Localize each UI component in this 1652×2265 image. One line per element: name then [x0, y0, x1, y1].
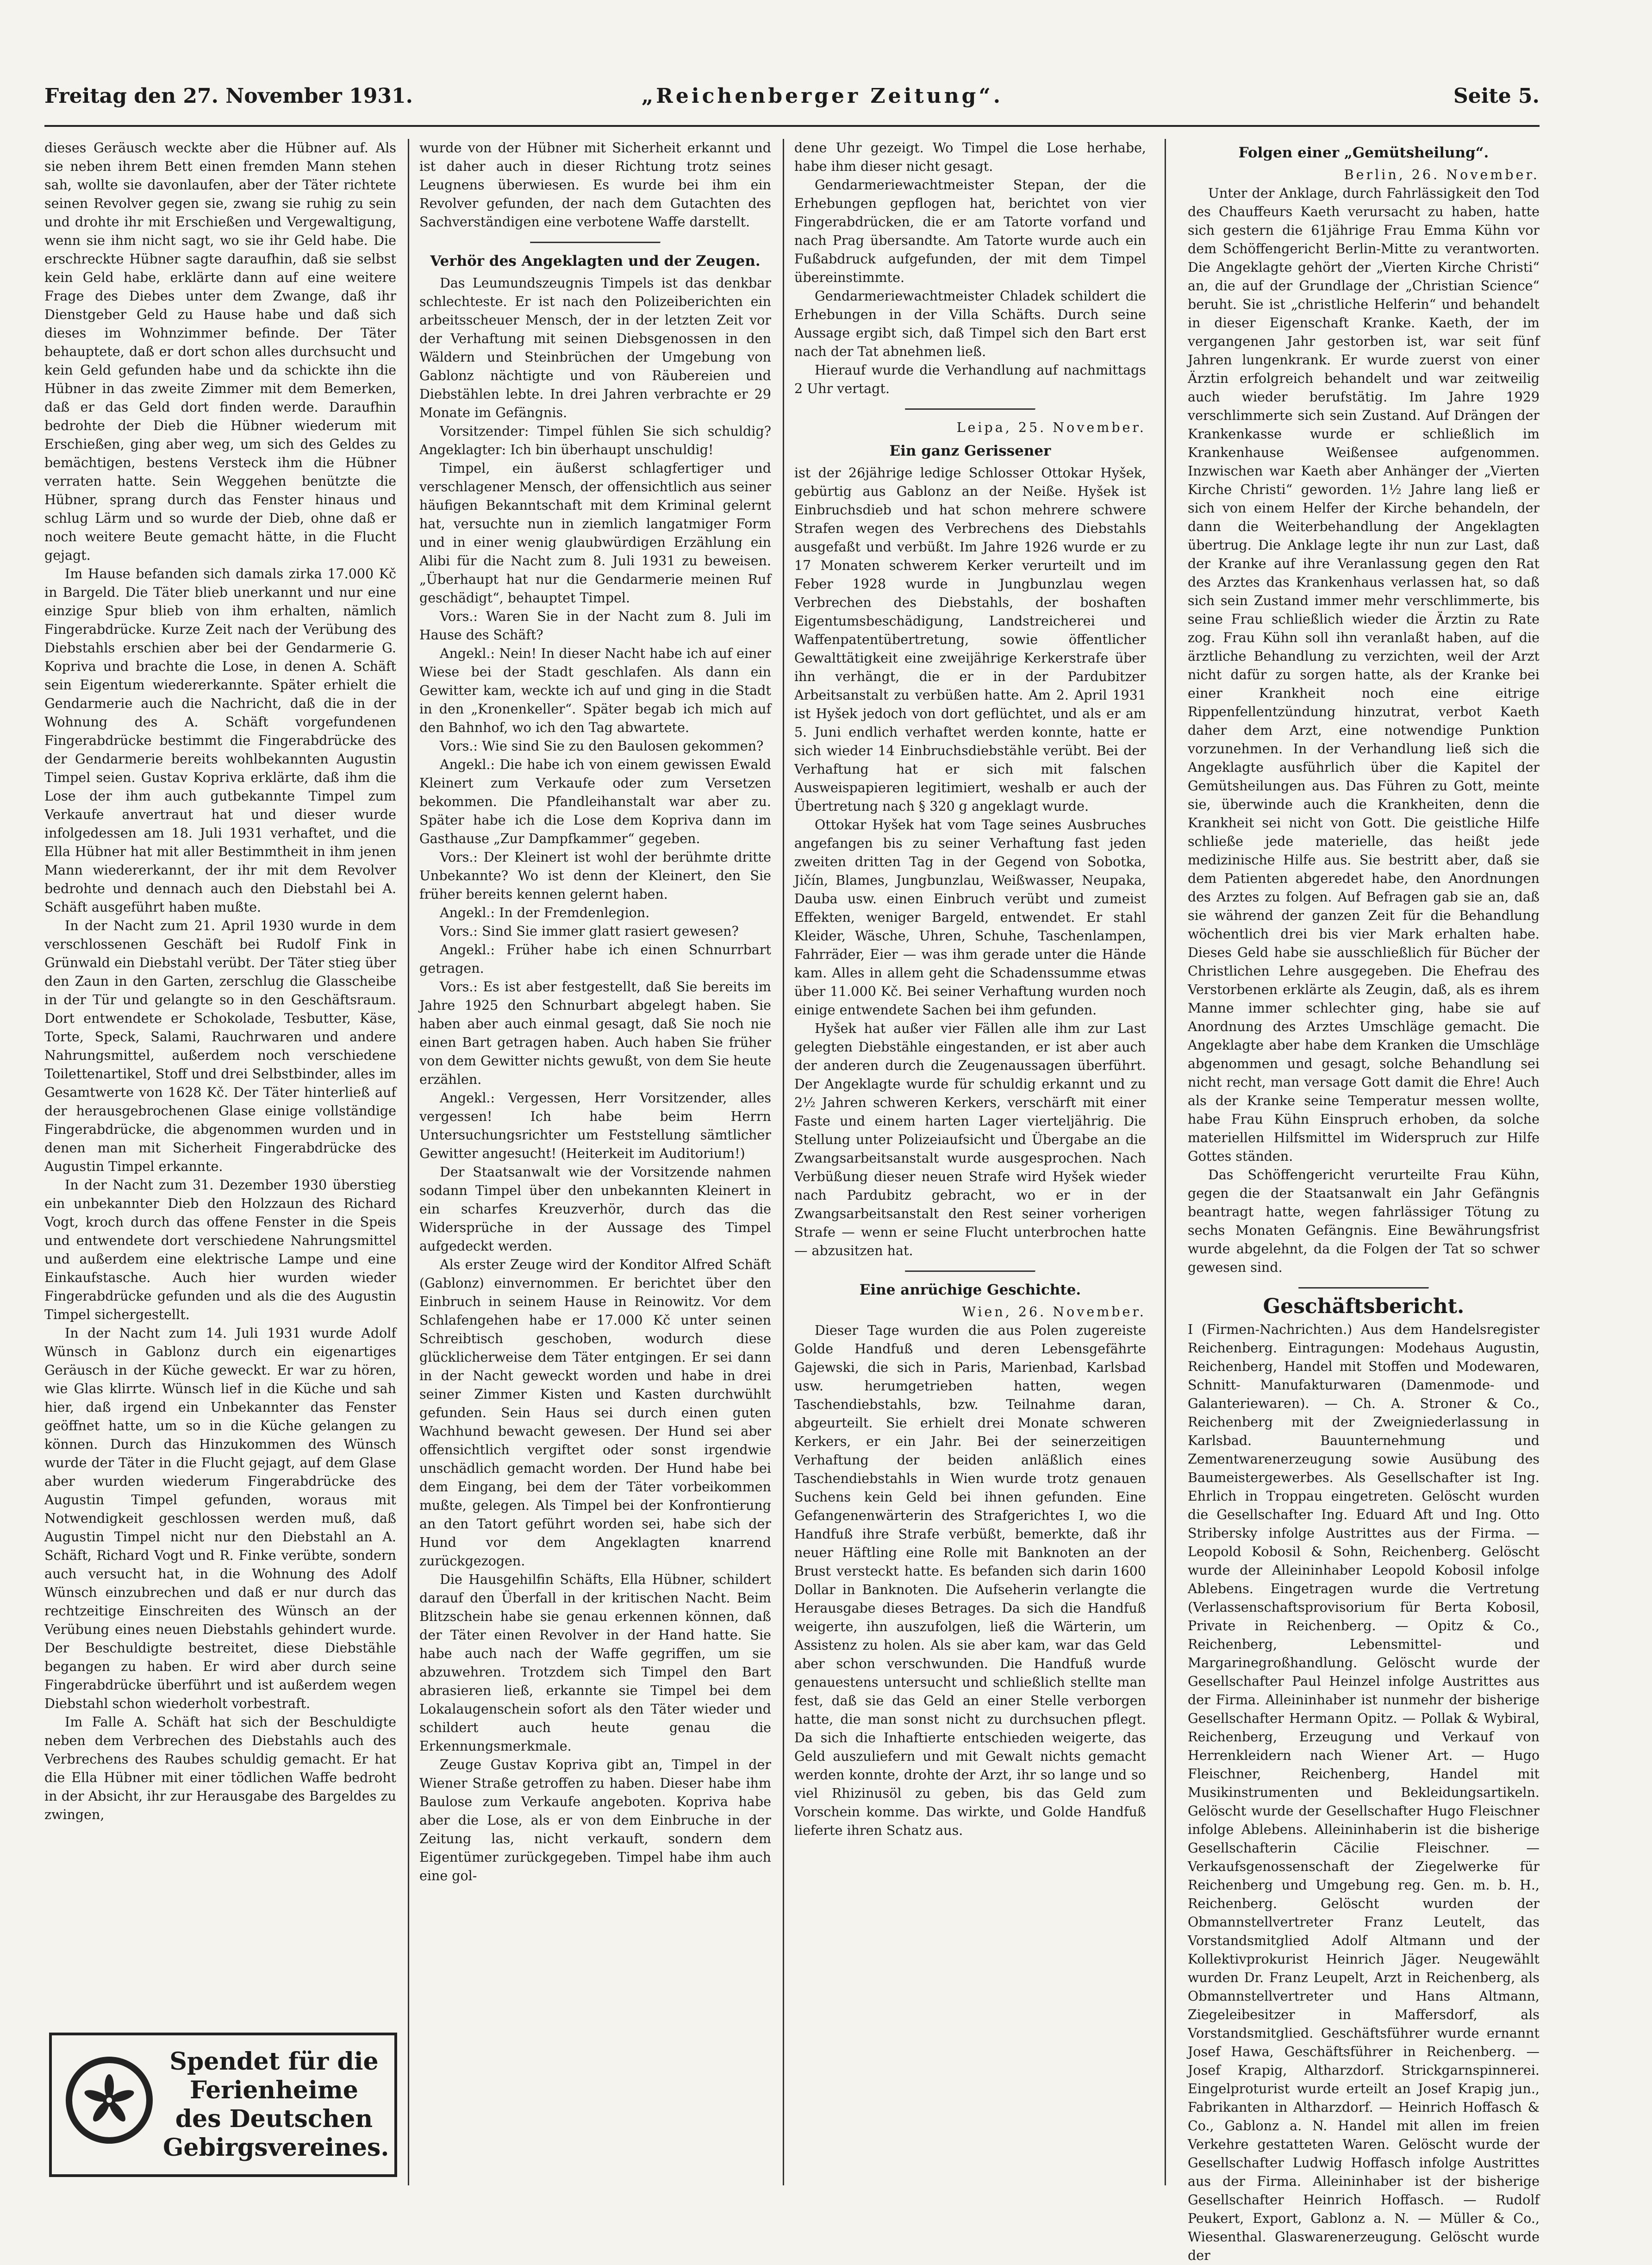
paragraph: Vors.: Waren Sie in der Nacht zum 8. Juli im Hause des Schäft?	[419, 609, 771, 643]
column-3	[794, 139, 1146, 2185]
ad-line: Spendet für die	[169, 2047, 379, 2076]
section-divider	[1298, 1287, 1429, 1289]
dateline: Wien, 26. November.	[962, 1304, 1146, 1320]
paragraph: Zeuge Gustav Kopriva gibt an, Timpel in der Wiener Straße getroffen zu haben. Dieser habe ihm Baulose zum Verkaufe angeboten. Kopriva habe aber die Lose, als er von dem Einbruche in der Zeitung las, nicht verkauft, sondern dem Eigentümer zurückgegeben. Timpel habe ihm auch eine gol-	[419, 1757, 771, 1883]
column-rule	[783, 139, 784, 2185]
header-masthead: „Reichenberger Zeitung“.	[642, 84, 1004, 108]
paragraph: Unter der Anklage, durch Fahrlässigkeit den Tod des Chauffeurs Kaeth verursacht zu haben, hatte sich gestern die 61jährige Frau Emma Kühn vor dem Schöffengericht Berlin-Mitte zu verantworten. Die Angeklagte gehört der „Vierten Kirche Christi“ an, die auf der Grundlage der „Christian Science“ beruht. Sie ist „christliche Helferin“ und behandelt in dieser Eigenschaft Kranke. Kaeth, der im vergangenen Jahr gestorben ist, war seit fünf Jahren lungenkrank. Er wurde zuerst von einer Ärztin erfolgreich behandelt und war zeitweilig auch wieder berufstätig. Im Jahre 1929 verschlimmerte sich sein Zustand. Auf Drängen der Krankenkasse wurde er schließlich im Krankenhause Weißensee aufgenommen. Inzwischen war Kaeth aber Anhänger der „Vierten Kirche Christi“ geworden. 1½ Jahre lang ließ er sich von einem Helfer der Kirche behandeln, der dann die Weiterbehandlung der Angeklagten übertrug. Die Anklage legte ihr nun zur Last, daß der Kranke auf ihre Veranlassung gegen den Rat des Arztes das Krankenhaus verlassen hat, so daß sich sein Zustand immer mehr verschlimmerte, bis seine Frau schließlich wieder die Ärztin zu Rate zog. Frau Kühn soll ihn veranlaßt haben, auf die ärztliche Behandlung zu verzichten, weil der Arzt nicht dafür zu sorgen hatte, als der Kranke bei einer Krankheit noch eine eitrige Rippenfellentzündung hinzutrat, verbot Kaeth daher dem Arzt, eine notwendige Punktion vorzunehmen. In der Verhandlung ließ sich die Angeklagte ausführlich über die Kapitel der Gemütsheilungen aus. Das Führen zu Gott, meinte sie, überwinde auch die Krankheiten, denn die Krankheit sei nicht von Gott. Die geistliche Hilfe schließe jede materielle, das heißt jede medizinische Hilfe aus. Sie bestritt aber, daß sie dem Patienten abgeredet habe, den Anordnungen des Arztes zu folgen. Auf Befragen gab sie an, daß sie während der ganzen Zeit für die Behandlung wöchentlich drei bis vier Mark erhalten habe. Dieses Geld habe sie ausschließlich für Bücher der Christlichen Lehre ausgegeben. Die Ehefrau des Verstorbenen erklärte als Zeugin, daß, als es ihrem Manne immer schlechter ging, habe sie auf Anordnung des Arztes Umschläge gemacht. Die Angeklagte aber habe dem Kranken die Umschläge abgenommen und gesagt, solche Behandlung sei nicht recht, man versage Gott damit die Ehre! Auch als der Kranke seine Temperatur messen wollte, habe Frau Kühn Einspruch erhoben, da solche materiellen Hilfsmittel im Widerspruch zur Hilfe Gottes ständen.	[1188, 186, 1540, 1164]
column-rule	[408, 139, 409, 2185]
paragraph: Im Falle A. Schäft hat sich der Beschuldigte neben dem Verbrechen des Diebstahls auch des Verbrechens des Raubes schuldig gemacht. Er hat die Ella Hübner mit einer tödlichen Waffe bedroht in der Absicht, ihr zur Herausgabe des Bargeldes zu zwingen,	[44, 1714, 396, 1822]
paragraph: ist der 26jährige ledige Schlosser Ottokar Hyšek, gebürtig aus Gablonz an der Neiße. Hyšek ist Einbruchsdieb und hat schon mehrere schwere Strafen wegen des Verbrechens des Diebstahls ausgefaßt und verbüßt. Im Jahre 1926 wurde er zu 17 Monaten schwerem Kerker verurteilt und im Feber 1928 wurde in Jungbunzlau wegen Verbrechen des Diebstahls, der boshaften Eigentumsbeschädigung, Landstreicherei und Waffenpatentübertretung, sowie öffentlicher Gewalttätigkeit eine zweijährige Kerkerstrafe über ihn verhängt, die er in der Pardubitzer Arbeitsanstalt zu verbüßen hatte. Am 2. April 1931 ist Hyšek jedoch von dort geflüchtet, und als er am 5. Juni endlich verhaftet werden konnte, hatte er sich wieder 14 Einbruchsdiebstähle verübt. Bei der Verhaftung hat er sich mit falschen Ausweispapieren legitimiert, weshalb er auch der Übertretung nach § 320 g angeklagt wurde.	[794, 465, 1146, 814]
paragraph: Als erster Zeuge wird der Konditor Alfred Schäft (Gablonz) einvernommen. Er berichtet über den Einbruch in seinem Hause in Reinowitz. Vor dem Schlafengehen habe er 17.000 Kč unter seinen Schreibtisch geschoben, wodurch diese glücklicherweise dem Täter entgingen. Er sei dann in der Nacht geweckt worden und habe in drei seiner Zimmer Kisten und Kasten durchwühlt gefunden. Sein Haus sei durch einen guten Wachhund bewacht gewesen. Der Hund sei aber offensichtlich vergiftet oder sonst irgendwie unschädlich gemacht worden. Der Hund habe bei dem Eingang, bei dem der Täter vorbeikommen mußte, gelegen. Als Timpel bei der Konfrontierung an den Tatort geführt worden sei, habe sich der Hund vor dem Angeklagten knarrend zurückgezogen.	[419, 1257, 771, 1569]
paragraph: Die Hausgehilfin Schäfts, Ella Hübner, schildert darauf den Überfall in der kritischen Nacht. Beim Blitzschein habe sie genau erkennen können, daß der Täter einen Revolver in der Hand hatte. Sie habe auch nach der Waffe gegriffen, um sie abzuwehren. Trotzdem sich Timpel den Bart abrasieren ließ, erkannte sie Timpel bei dem Lokalaugenschein sofort als den Täter wieder und schildert auch heute genau die Erkennungsmerkmale.	[419, 1572, 771, 1754]
column-rule	[1165, 139, 1166, 2185]
article-heading: Folgen einer „Gemütsheilung“.	[1238, 144, 1489, 161]
paragraph: Angekl.: Früher habe ich einen Schnurrbart getragen.	[419, 942, 771, 976]
paragraph: Ottokar Hyšek hat vom Tage seines Ausbruches angefangen bis zu seiner Verhaftung fast jeden zweiten dritten Tag in der Gegend von Sobotka, Jičín, Blames, Jungbunzlau, Weißwasser, Neupaka, Dauba usw. einen Einbruch verübt und zumeist Effekten, weniger Bargeld, entwendet. Er stahl Kleider, Wäsche, Uhren, Schuhe, Taschenlampen, Fahrräder, Eier — was ihm gerade unter die Hände kam. Alles in allem geht die Schadenssumme etwas über 11.000 Kč. Bei seiner Verhaftung wurden noch einige entwendete Sachen bei ihm gefunden.	[794, 817, 1146, 1018]
paragraph: Vorsitzender: Timpel fühlen Sie sich schuldig? Angeklagter: Ich bin überhaupt unschuldig!	[419, 424, 771, 457]
newspaper-page	[44, 74, 1540, 2263]
article-heading: Ein ganz Gerissener	[889, 443, 1051, 459]
ad-line: Gebirgsvereines.	[163, 2134, 389, 2162]
section-divider	[530, 242, 661, 244]
column-1	[44, 139, 396, 2185]
paragraph: dene Uhr gezeigt. Wo Timpel die Lose herhabe, habe ihm dieser nicht gesagt.	[794, 140, 1146, 174]
section-heading: Verhör des Angeklagten und der Zeugen.	[430, 253, 761, 269]
paragraph: Im Hause befanden sich damals zirka 17.000 Kč in Bargeld. Die Täter blieb unerkannt und nur eine einzige Spur blieb von ihm erhalten, nämlich Fingerabdrücke. Kurze Zeit nach der Verübung des Diebstahls erschien aber bei der Gendarmerie G. Kopriva und brachte die Lose, in denen A. Schäft sein Eigentum wiedererkannte. Später erhielt die Gendarmerie auch die Nachricht, daß die in der Wohnung des A. Schäft vorgefundenen Fingerabdrücke bestimmt die Fingerabdrücke des der Gendarmerie bereits wohlbekannten Augustin Timpel seien. Gustav Kopriva erklärte, daß ihm die Lose der ihm auch gutbekannte Timpel zum Verkaufe anvertraut hat und dieser wurde infolgedessen am 18. Juli 1931 verhaftet, und die Ella Hübner hat mit aller Bestimmtheit in ihm jenen Mann wiedererkannt, der ihr mit dem Revolver bedrohte und dennach auch den Diebstahl bei A. Schäft ausgeführt haben mußte.	[44, 566, 396, 915]
paragraph: Vors.: Wie sind Sie zu den Baulosen gekommen?	[440, 738, 764, 754]
paragraph: Vors.: Der Kleinert ist wohl der berühmte dritte Unbekannte? Wo ist denn der Kleinert, den Sie früher bereits kennen gelernt haben.	[419, 850, 771, 902]
advertisement-box	[49, 2033, 397, 2177]
paragraph: Dieser Tage wurden die aus Polen zugereiste Golde Handfuß und deren Lebensgefährte Gajewski, die sich in Paris, Marienbad, Karlsbad usw. herumgetrieben hatten, wegen Taschendiebstahls, bzw. Teilnahme daran, abgeurteilt. Sie erhielt drei Monate schweren Kerkers, er ein Jahr. Bei der seinerzeitigen Verhaftung der beiden anläßlich eines Taschendiebstahls in Wien wurde trotz genauen Suchens kein Geld bei ihnen gefunden. Eine Gefangenenwärterin des Strafgerichtes I, wo die Handfuß ihre Strafe verbüßt, bemerkte, daß ihr neuer Häftling eine Rolle mit Banknoten an der Brust versteckt hatte. Es befanden sich darin 1600 Dollar in Banknoten. Die Aufseherin verlangte die Herausgabe dieses Betrages. Da sich die Handfuß weigerte, ihn auszufolgen, ließ die Wärterin, um Assistenz zu holen. Als sie aber kam, war das Geld aber schon verschwunden. Die Handfuß wurde genauestens untersucht und schließlich stellte man fest, daß sie das Geld an einer Stelle verborgen hatte, die man sonst nicht zu durchsuchen pflegt. Da sich die Inhaftierte entschieden weigerte, das Geld auszuliefern und mit Gewalt nichts gemacht werden konnte, drohte der Arzt, ihr so lange und so viel Rhizinusöl zu geben, bis das Geld zum Vorschein komme. Das wirkte, und Golde Handfuß lieferte ihren Schatz aus.	[794, 1323, 1146, 1838]
dateline: Berlin, 26. November.	[1344, 167, 1540, 182]
paragraph: In der Nacht zum 14. Juli 1931 wurde Adolf Wünsch in Gablonz durch ein eigenartiges Geräusch in der Küche geweckt. Er war zu hören, wie Glas klirrte. Wünsch lief in die Küche und sah hier, daß irgend ein Unbekannter das Fenster geöffnet hatte, um so in die Küche gelangen zu können. Durch das Hinzukommen des Wünsch wurde der Täter in die Flucht gejagt, auf dem Glase aber wurden wiederum Fingerabdrücke des Augustin Timpel gefunden, woraus mit Notwendigkeit geschlossen werden muß, daß Augustin Timpel nicht nur den Diebstahl an A. Schäft, Richard Vogt und R. Finke verübte, sondern auch versucht hat, in die Wohnung des Adolf Wünsch einzubrechen und daß er nur durch das rechtzeitige Einschreiten des Wünsch an der Verübung eines neuen Diebstahls gehindert wurde. Der Beschuldigte bestreitet, diese Diebstähle begangen zu haben. Er wird aber durch seine Fingerabdrücke überführt und ist außerdem wegen Diebstahl schon wiederholt vorbestraft.	[44, 1326, 396, 1711]
paragraph: Angekl.: Nein! In dieser Nacht habe ich auf einer Wiese bei der Stadt geschlafen. Als dann ein Gewitter kam, weckte ich auf und ging in die Stadt in den „Kronenkeller“. Später begab ich mich auf den Bahnhof, wo ich den Tag abwartete.	[419, 646, 771, 735]
paragraph: Vors.: Sind Sie immer glatt rasiert gewesen?	[440, 924, 739, 939]
column-4	[1188, 139, 1540, 2263]
paragraph: Hierauf wurde die Verhandlung auf nachmittags 2 Uhr vertagt.	[794, 363, 1146, 396]
paragraph: Der Staatsanwalt wie der Vorsitzende nahmen sodann Timpel über den unbekannten Kleinert in ein scharfes Kreuzverhör, durch das die Widersprüche in der Aussage des Timpel aufgedeckt werden.	[419, 1164, 771, 1254]
paragraph: Gendarmeriewachtmeister Stepan, der die Erhebungen gepflogen hat, berichtet von vier Fingerabdrücken, die er am Tatorte vorfand und nach Prag übersandte. Am Tatorte wurde auch ein Fußabdruck aufgefunden, der mit dem Timpel übereinstimmte.	[794, 177, 1146, 285]
paragraph: wurde von der Hübner mit Sicherheit erkannt und ist daher auch in dieser Richtung trotz seines Leugnens überwiesen. Es wurde bei ihm ein Revolver gefunden, der nach dem Gutachten des Sachverständigen eine verbotene Waffe darstellt.	[419, 140, 771, 230]
column-2	[419, 139, 771, 2185]
paragraph: I (Firmen-Nachrichten.) Aus dem Handelsregister Reichenberg. Eintragungen: Modehaus Augustin, Reichenberg, Handel mit Stoffen und Modewaren, Schnitt- Manufakturwaren (Damenmode- und Galanteriewaren). — Ch. A. Stroner & Co., Reichenberg mit der Zweigniederlassung in Karlsbad. Bauunternehmung und Zementwarenerzeugung sowie Ausübung des Baumeistergewerbes. Als Gesellschafter ist Ing. Ehrlich in Troppau eingetreten. Gelöscht wurden die Gesellschafter Ing. Eduard Aft und Ing. Otto Stribersky infolge Austrittes aus der Firma. — Leopold Kobosil & Sohn, Reichenberg. Gelöscht wurde der Alleininhaber Leopold Kobosil infolge Ablebens. Eingetragen wurde die Vertretung (Verlassenschaftsprovisorium für Berta Kobosil, Private in Reichenberg. — Opitz & Co., Reichenberg, Lebensmittel- und Margarinegroßhandlung. Gelöscht wurde der Gesellschafter Paul Heinzel infolge Austrittes aus der Firma. Alleininhaber ist nunmehr der bisherige Gesellschafter Hermann Opitz. — Pollak & Wybiral, Reichenberg, Erzeugung und Verkauf von Herrenkleidern nach Wiener Art. — Hugo Fleischner, Reichenberg, Handel mit Musikinstrumenten und Bekleidungsartikeln. Gelöscht wurde der Gesellschafter Hugo Fleischner infolge Ablebens. Alleininhaberin ist die bisherige Gesellschafterin Cäcilie Fleischner. — Verkaufsgenossenschaft der Ziegelwerke für Reichenberg und Umgebung reg. Gen. m. b. H., Reichenberg. Gelöscht wurden der Obmannstellvertreter Franz Leutelt, das Vorstandsmitglied Adolf Altmann und der Kollektivprokurist Heinrich Jäger. Neugewählt wurden Dr. Franz Leupelt, Arzt in Reichenberg, als Obmannstellvertreter und Hans Altmann, Ziegeleibesitzer in Maffersdorf, als Vorstandsmitglied. Geschäftsführer wurde ernannt Josef Hawa, Geschäftsführer in Reichenberg. — Josef Krapig, Altharzdorf. Strickgarnspinnerei. Eingelproturist wurde erteilt an Josef Krapig jun., Fabrikanten in Altharzdorf. — Heinrich Hoffasch & Co., Gablonz a. N. Handel mit allen im freien Verkehre gestatteten Waren. Gelöscht wurde der Gesellschafter Ludwig Hoffasch infolge Austrittes aus der Firma. Alleininhaber ist der bisherige Gesellschafter Heinrich Hoffasch. — Rudolf Peukert, Export, Gablonz a. N. — Müller & Co., Wiesenthal. Glaswarenerzeugung. Gelöscht wurde der	[1188, 1322, 1540, 2263]
header-date: Freitag den 27. November 1931.	[44, 84, 413, 108]
paragraph: Timpel, ein äußerst schlagfertiger und verschlagener Mensch, der offensichtlich aus seiner häufigen Bekanntschaft mit dem Kriminal gelernt hat, versuchte nun in ziemlich langatmiger Form und in einer wenig glaubwürdigen Erzählung ein Alibi für die Nacht zum 8. Juli 1931 zu beweisen. „Überhaupt hat nur die Gendarmerie meinen Ruf geschädigt“, behauptet Timpel.	[419, 461, 771, 606]
paragraph: Das Schöffengericht verurteilte Frau Kühn, gegen die der Staatsanwalt ein Jahr Gefängnis beantragt hatte, wegen fahrlässiger Tötung zu sechs Monaten Gefängnis. Eine Bewährungsfrist wurde abgelehnt, da die Folgen der Tat so schwer gewesen sind.	[1188, 1167, 1540, 1275]
paragraph: dieses Geräusch weckte aber die Hübner auf. Als sie neben ihrem Bett einen fremden Mann stehen sah, wollte sie davonlaufen, aber der Täter richtete seinen Revolver gegen sie, zwang sie ruhig zu sein und drohte ihr mit Erschießen und Vergewaltigung, wenn sie ihm nicht sagt, wo sie ihr Geld habe. Die erschreckte Hübner sagte daraufhin, daß sie selbst kein Geld habe, erklärte dann auf eine weitere Frage des Diebes unter dem Zwange, daß ihr Dienstgeber Geld zu Hause habe und daß sich dieses im Wohnzimmer befinde. Der Täter behauptete, daß er dort schon alles durchsucht und kein Geld gefunden habe und da schickte ihn die Hübner in das zweite Zimmer mit dem Bemerken, daß er das Geld dort finden werde. Daraufhin bedrohte der Dieb die Hübner wiederum mit Erschießen, ging aber weg, um sich des Geldes zu bemächtigen, bestens Versteck ihm die Hübner verraten hatte. Sein Weggehen benützte die Hübner, sprang durch das Fenster hinaus und schlug Lärm und so wurde der Dieb, ohne daß er noch weitere Beute gemacht hätte, in die Flucht gejagt.	[44, 140, 396, 563]
section-divider	[905, 1270, 1035, 1272]
section-divider	[905, 408, 1035, 410]
paragraph: Angekl.: Vergessen, Herr Vorsitzender, alles vergessen! Ich habe beim Herrn Untersuchungsrichter um Feststellung sämtlicher Gewitter angesucht! (Heiterkeit im Auditorium!)	[419, 1090, 771, 1161]
paragraph: Gendarmeriewachtmeister Chladek schildert die Erhebungen in der Villa Schäfts. Durch seine Aussage ergibt sich, daß Timpel sich den Bart erst nach der Tat abnehmen ließ.	[794, 288, 1146, 359]
page-header	[44, 74, 1540, 127]
paragraph: Angekl.: In der Fremdenlegion.	[440, 905, 650, 920]
section-heading: Geschäftsbericht.	[1263, 1295, 1465, 1318]
article-heading: Eine anrüchige Geschichte.	[859, 1282, 1081, 1298]
advertisement-text	[163, 2047, 389, 2162]
dateline: Leipa, 25. November.	[956, 420, 1146, 435]
ad-line: Ferienheime	[190, 2076, 358, 2104]
ad-line: des Deutschen	[175, 2105, 373, 2133]
paragraph: In der Nacht zum 31. Dezember 1930 überstieg ein unbekannter Dieb den Holzzaun des Richard Vogt, kroch durch das offene Fenster in die Speis und entwendete dort verschiedene Nahrungsmittel und außerdem eine elektrische Lampe und eine Einkaufstasche. Auch hier wurden wieder Fingerabdrücke gefunden und als die des Augustin Timpel sichergestellt.	[44, 1177, 396, 1322]
paragraph: Vors.: Es ist aber festgestellt, daß Sie bereits im Jahre 1925 den Schnurbart abgelegt haben. Sie haben aber auch einmal gesagt, daß Sie noch nie einen Bart getragen haben. Auch haben Sie früher von dem Gewitter nichts gewußt, von dem Sie heute erzählen.	[419, 979, 771, 1087]
edelweiss-emblem-icon	[63, 2054, 156, 2146]
paragraph: Hyšek hat außer vier Fällen alle ihm zur Last gelegten Diebstähle eingestanden, er ist aber auch der anderen durch die Zeugenaussagen überführt. Der Angeklagte wurde für schuldig erkannt und zu 2½ Jahren schweren Kerkers, verschärft mit einer Faste und einem harten Lager vierteljährig. Die Stellung unter Polizeiaufsicht und Übergabe an die Zwangsarbeitsanstalt wurde ausgesprochen. Nach Verbüßung dieser neuen Strafe wird Hyšek wieder nach Pardubitz gebracht, wo er in der Zwangsarbeitsanstalt den Rest seiner vorherigen Strafe — wenn er seine Flucht unterbrochen hatte — abzusitzen hat.	[794, 1021, 1146, 1258]
paragraph: Angekl.: Die habe ich von einem gewissen Ewald Kleinert zum Verkaufe oder zum Versetzen bekommen. Die Pfandleihanstalt war aber zu. Später habe ich die Lose dem Kopriva dann im Gasthause „Zur Dampfkammer“ gegeben.	[419, 757, 771, 846]
header-page-number: Seite 5.	[1453, 84, 1540, 108]
paragraph: In der Nacht zum 21. April 1930 wurde in dem verschlossenen Geschäft bei Rudolf Fink in Grünwald ein Diebstahl verübt. Der Täter stieg über den Zaun in den Garten, zerschlug die Glasscheibe in der Tür und gelangte so in den Geschäftsraum. Dort entwendete er Schokolade, Tesbutter, Käse, Torte, Speck, Salami, Rauchrwaren und andere Nahrungsmittel, außerdem noch verschiedene Toilettenartikel, Stoff und drei Selbstbinder, alles im Gesamtwerte von 1628 Kč. Der Täter hinterließ auf der herausgebrochenen Glase einige vollständige Fingerabdrücke, die abgenommen wurden und in denen man mit Sicherheit Fingerabdrücke des Augustin Timpel erkannte.	[44, 918, 396, 1174]
paragraph: Das Leumundszeugnis Timpels ist das denkbar schlechteste. Er ist nach den Polizeiberichten ein arbeitsscheuer Mensch, der in der letzten Zeit vor der Verhaftung mit seinen Diebsgenossen in den Wäldern und Steinbrüchen der Umgebung von Gablonz nächtigte und von Räubereien und Diebstählen lebte. In drei Jahren verbrachte er 29 Monate im Gefängnis.	[419, 275, 771, 420]
